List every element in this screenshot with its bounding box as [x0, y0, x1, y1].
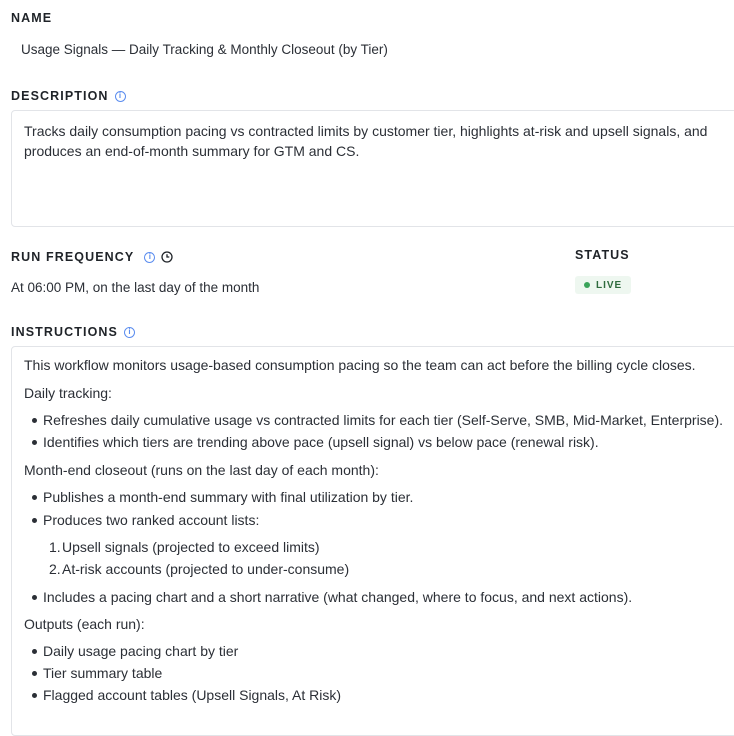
instructions-field[interactable]	[11, 346, 734, 736]
list-item: Includes a pacing chart and a short narrative (what changed, where to focus, and next actions).	[43, 589, 633, 605]
instructions-intro: This workflow monitors usage-based consumption pacing so the team can act before the billing cycle closes.	[24, 357, 696, 373]
list-item: Flagged account tables (Upsell Signals, At Risk)	[43, 687, 342, 703]
bullet	[32, 518, 37, 523]
description-label: DESCRIPTION i	[11, 89, 126, 103]
run-frequency-label: RUN FREQUENCY i	[11, 250, 173, 264]
run-frequency-value[interactable]: At 06:00 PM, on the last day of the month	[11, 280, 260, 295]
bullet	[32, 440, 37, 445]
info-icon[interactable]: i	[144, 252, 155, 263]
description-field[interactable]	[11, 110, 734, 227]
status-dot	[584, 282, 590, 288]
status-badge: LIVE	[575, 276, 631, 294]
list-item: Tier summary table	[43, 665, 163, 681]
list-item: Daily usage pacing chart by tier	[43, 643, 239, 659]
info-icon[interactable]: i	[124, 327, 135, 338]
bullet	[32, 671, 37, 676]
ranked-item: At-risk accounts (projected to under-consume)	[62, 561, 350, 577]
info-icon[interactable]: i	[115, 91, 126, 102]
list-item: Publishes a month-end summary with final utilization by tier.	[43, 489, 414, 505]
daily-heading: Daily tracking:	[24, 385, 112, 401]
ranked-item: Upsell signals (projected to exceed limits)	[62, 539, 320, 555]
bullet	[32, 595, 37, 600]
bullet	[32, 693, 37, 698]
status-label: STATUS	[575, 248, 630, 262]
name-label: NAME	[11, 11, 53, 25]
bullet	[32, 649, 37, 654]
bullet	[32, 418, 37, 423]
list-item: Identifies which tiers are trending above pace (upsell signal) vs below pace (renewal risk).	[43, 434, 599, 450]
bullet	[32, 495, 37, 500]
name-value[interactable]: Usage Signals — Daily Tracking & Monthly Closeout (by Tier)	[21, 42, 388, 57]
description-text: Tracks daily consumption pacing vs contracted limits by customer tier, highlights at-risk and upsell signals, and produces an end-of-month summary for GTM and CS.	[24, 123, 708, 159]
monthend-heading: Month-end closeout (runs on the last day of each month):	[24, 462, 379, 478]
instructions-label: INSTRUCTIONS i	[11, 325, 135, 339]
list-item: Refreshes daily cumulative usage vs contracted limits for each tier (Self-Serve, SMB, Mid-Market, Enterprise).	[43, 412, 724, 428]
ranked-number: 2.	[49, 561, 61, 577]
clock-icon	[161, 251, 173, 263]
outputs-heading: Outputs (each run):	[24, 616, 145, 632]
ranked-number: 1.	[49, 539, 61, 555]
list-item: Produces two ranked account lists:	[43, 512, 260, 528]
